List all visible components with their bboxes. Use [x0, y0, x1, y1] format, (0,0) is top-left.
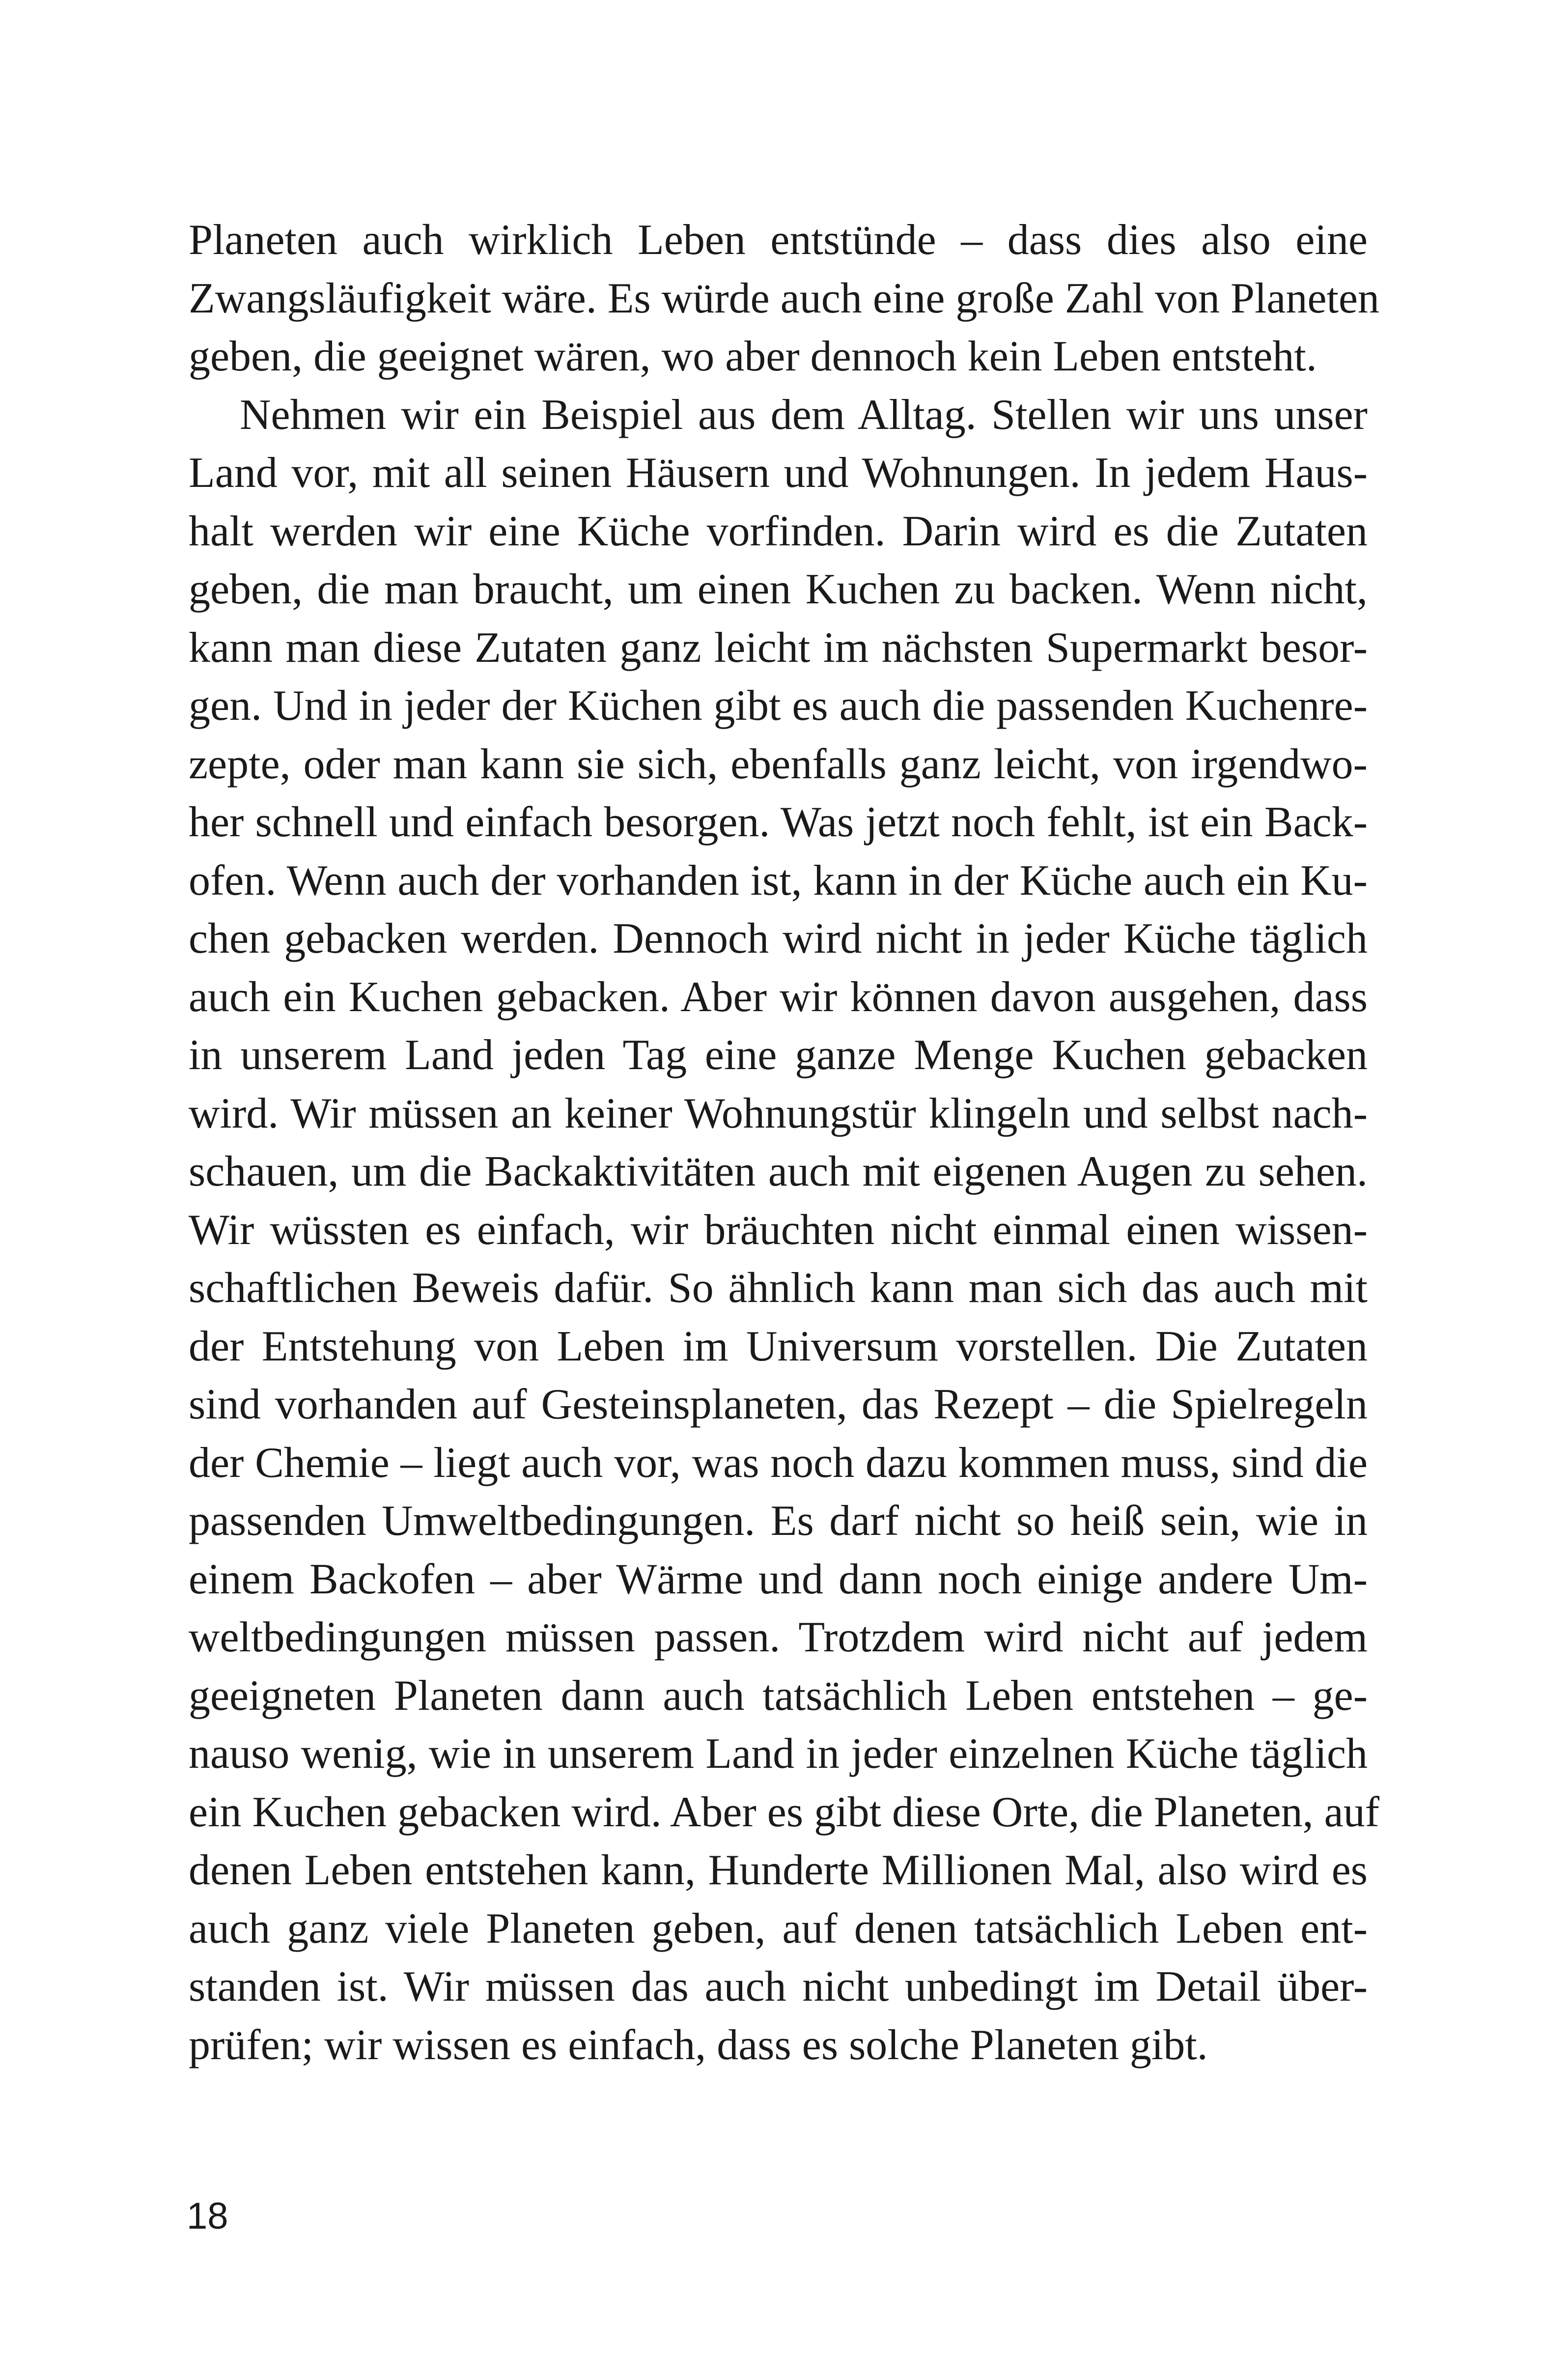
- text-line: ein Kuchen gebacken wird. Aber es gibt diese Orte, die Planeten, auf: [189, 1788, 1380, 1836]
- text-line: der Entstehung von Leben im Universum vorstellen. Die Zutaten: [189, 1322, 1368, 1370]
- page-number: 18: [187, 2195, 228, 2237]
- body-text: [189, 211, 1380, 2074]
- paragraph: [189, 386, 1380, 2075]
- text-line: passenden Umweltbedingungen. Es darf nicht so heiß sein, wie in: [189, 1497, 1368, 1545]
- text-line: Planeten auch wirklich Leben entstünde – dass dies also eine: [189, 216, 1368, 264]
- text-line: chen gebacken werden. Dennoch wird nicht in jeder Küche täglich: [189, 915, 1368, 963]
- text-line: Nehmen wir ein Beispiel aus dem Alltag. Stellen wir uns unser: [240, 391, 1368, 439]
- text-line: geben, die geeignet wären, wo aber dennoch kein Leben entsteht.: [189, 333, 1317, 380]
- text-line: auch ganz viele Planeten geben, auf denen tatsächlich Leben ent-: [189, 1904, 1368, 1953]
- text-line: her schnell und einfach besorgen. Was jetzt noch fehlt, ist ein Back-: [189, 798, 1368, 846]
- text-line: auch ein Kuchen gebacken. Aber wir können davon ausgehen, dass: [189, 973, 1368, 1021]
- text-line: geben, die man braucht, um einen Kuchen zu backen. Wenn nicht,: [189, 566, 1368, 613]
- text-line: schaftlichen Beweis dafür. So ähnlich kann man sich das auch mit: [189, 1264, 1368, 1312]
- text-line: Land vor, mit all seinen Häusern und Wohnungen. In jedem Haus-: [189, 449, 1368, 497]
- text-line: Wir wüssten es einfach, wir bräuchten nicht einmal einen wissen-: [189, 1206, 1368, 1254]
- text-line: Zwangsläufigkeit wäre. Es würde auch eine große Zahl von Planeten: [189, 274, 1380, 322]
- text-line: gen. Und in jeder der Küchen gibt es auch die passenden Kuchenre-: [189, 682, 1368, 730]
- text-line: ofen. Wenn auch der vorhanden ist, kann in der Küche auch ein Ku-: [189, 856, 1368, 905]
- text-line: sind vorhanden auf Gesteinsplaneten, das Rezept – die Spielregeln: [189, 1381, 1368, 1428]
- text-line: einem Backofen – aber Wärme und dann noch einige andere Um-: [189, 1555, 1368, 1603]
- text-line: denen Leben entstehen kann, Hunderte Millionen Mal, also wird es: [189, 1846, 1368, 1894]
- text-line: geeigneten Planeten dann auch tatsächlich Leben entstehen – ge-: [189, 1671, 1368, 1720]
- text-line: weltbedingungen müssen passen. Trotzdem wird nicht auf jedem: [189, 1614, 1368, 1661]
- text-line: wird. Wir müssen an keiner Wohnungstür klingeln und selbst nach-: [189, 1089, 1368, 1137]
- text-line: kann man diese Zutaten ganz leicht im nächsten Supermarkt besor-: [189, 623, 1368, 672]
- paragraph: [189, 211, 1380, 386]
- text-line: halt werden wir eine Küche vorfinden. Darin wird es die Zutaten: [189, 507, 1368, 555]
- text-line: nauso wenig, wie in unserem Land in jeder einzelnen Küche täglich: [189, 1730, 1368, 1778]
- text-line: in unserem Land jeden Tag eine ganze Menge Kuchen gebacken: [189, 1031, 1368, 1079]
- text-line: zepte, oder man kann sie sich, ebenfalls ganz leicht, von irgendwo-: [189, 740, 1368, 788]
- text-line: schauen, um die Backaktivitäten auch mit eigenen Augen zu sehen.: [189, 1148, 1368, 1195]
- text-line: der Chemie – liegt auch vor, was noch dazu kommen muss, sind die: [189, 1439, 1368, 1487]
- text-line: standen ist. Wir müssen das auch nicht unbedingt im Detail über-: [189, 1963, 1368, 2011]
- text-line: prüfen; wir wissen es einfach, dass es solche Planeten gibt.: [189, 2021, 1208, 2069]
